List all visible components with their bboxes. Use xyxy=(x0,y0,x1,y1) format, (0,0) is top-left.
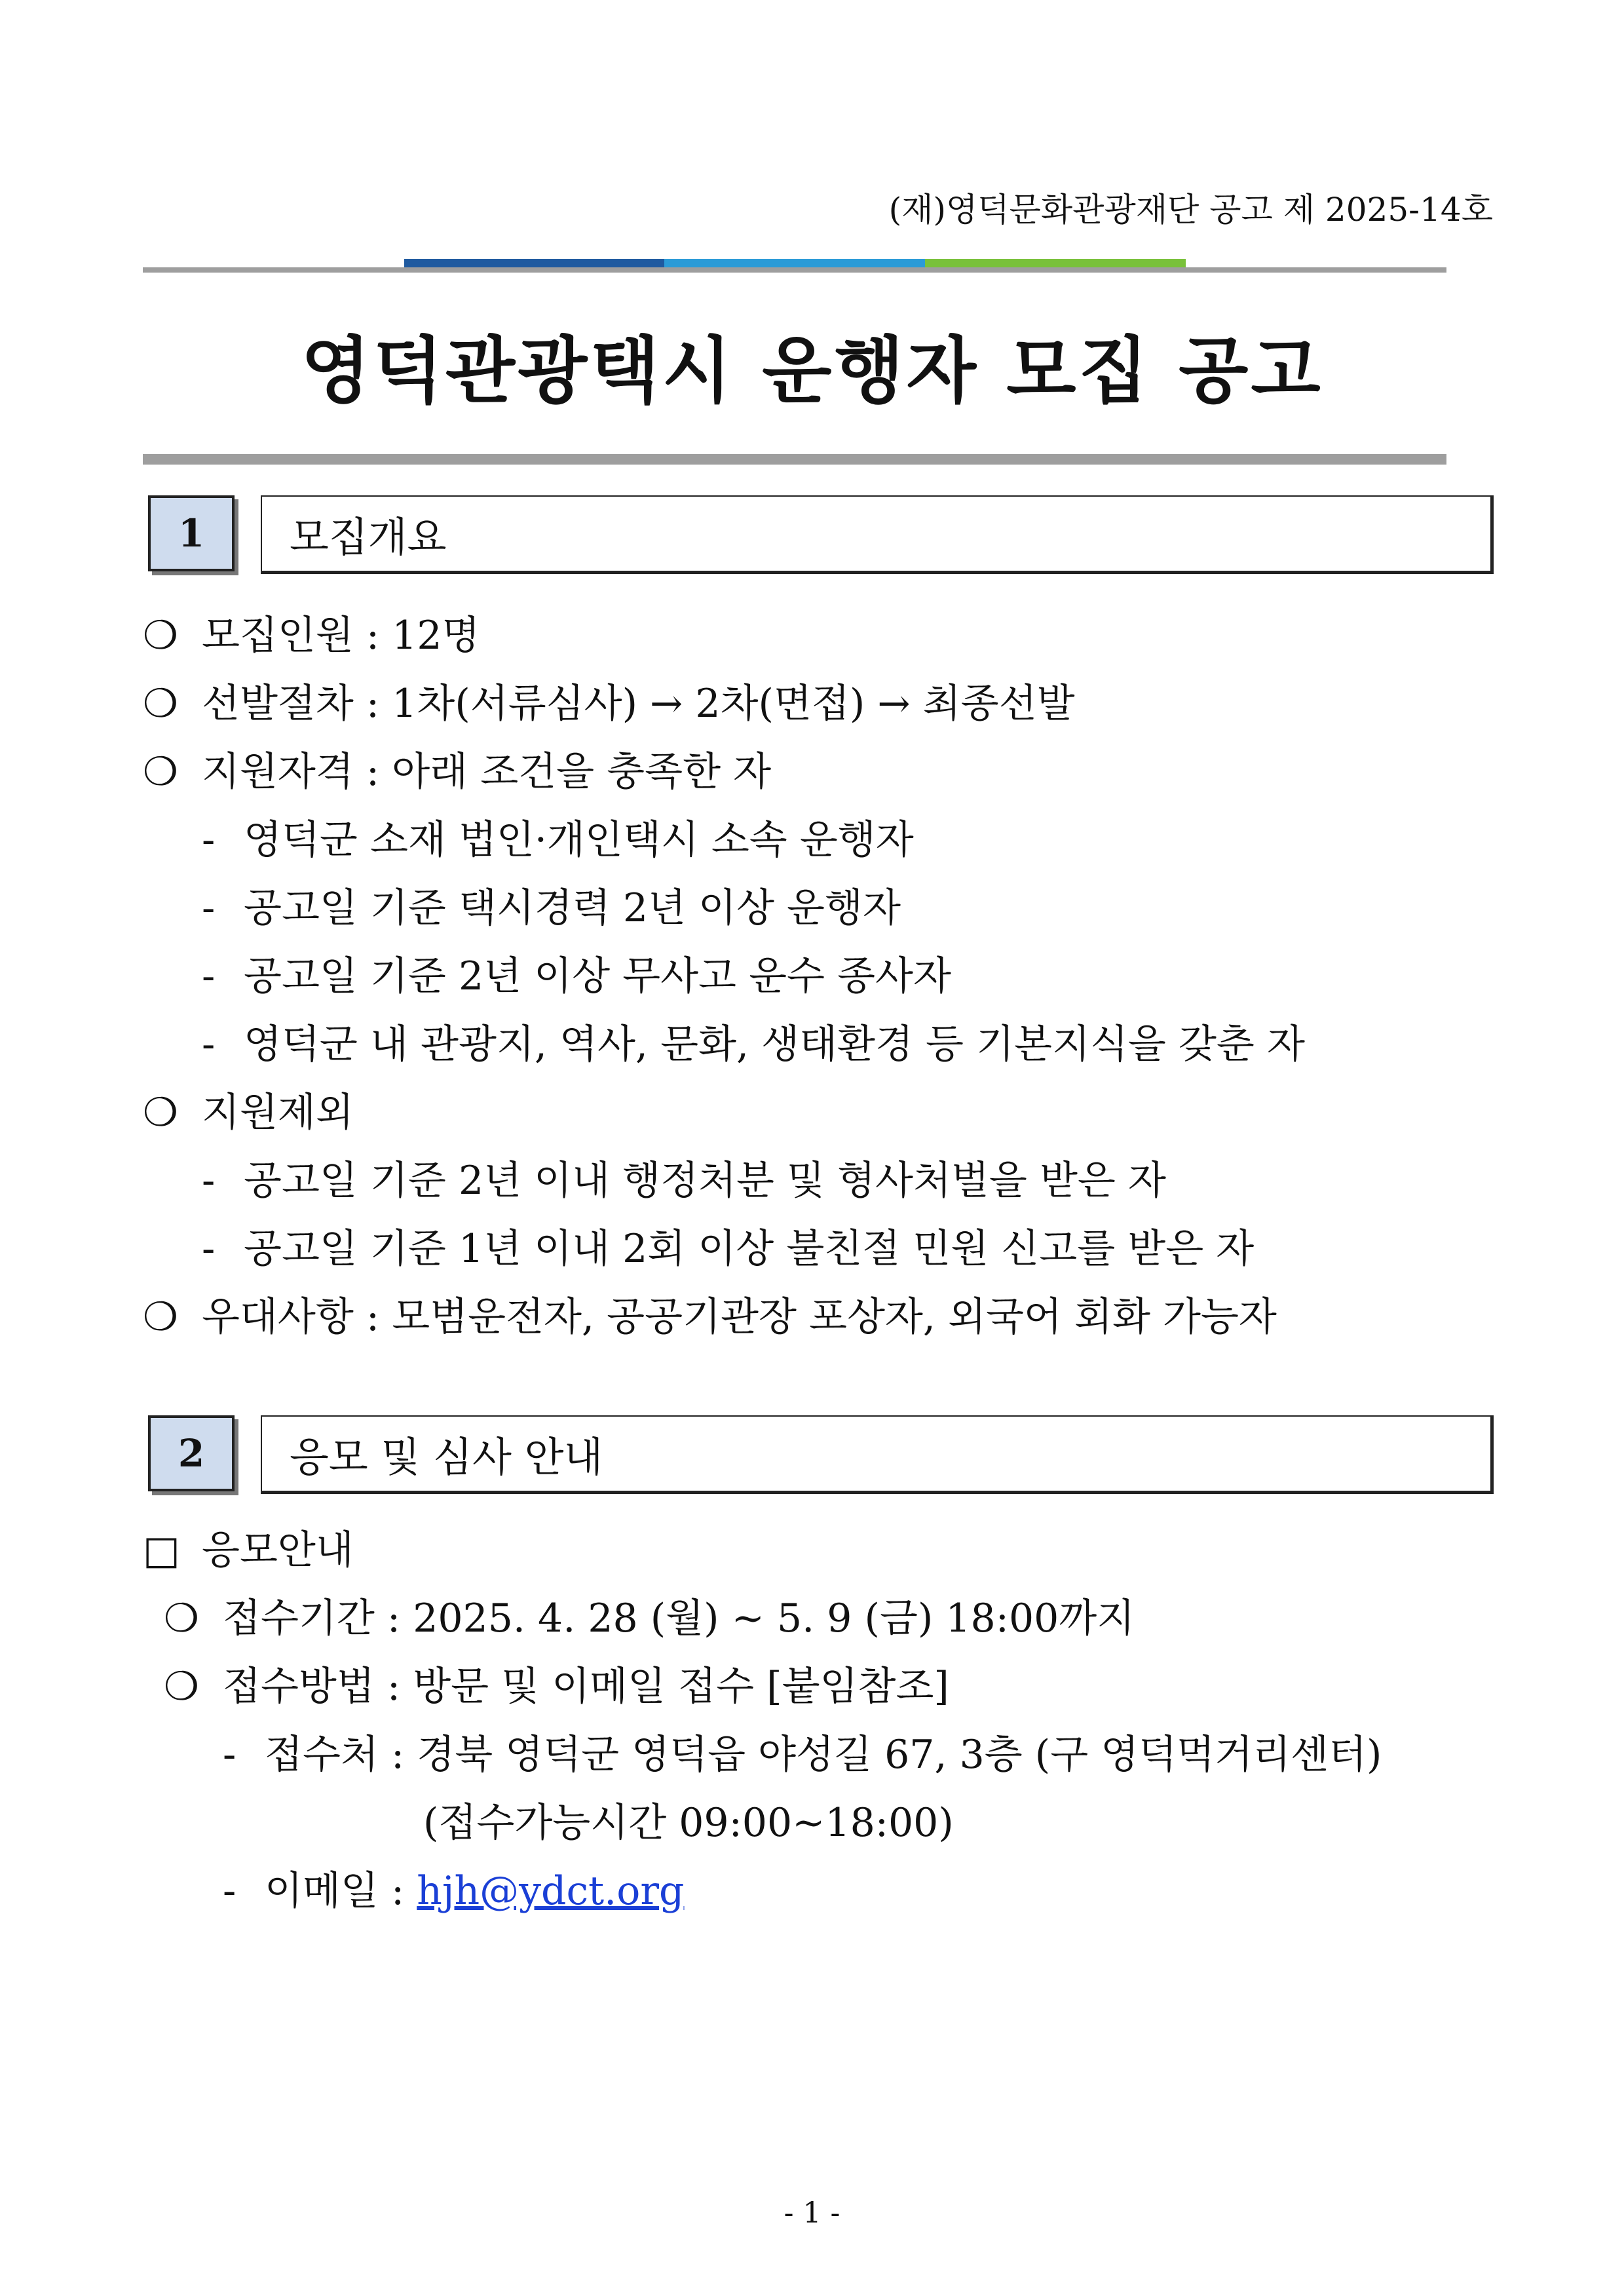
dash-bullet: - xyxy=(202,1022,216,1067)
accent-bar-light-blue xyxy=(664,259,925,267)
title-rule xyxy=(143,454,1446,465)
section-heading-1: 모집개요 xyxy=(261,495,1494,574)
dash-bullet: - xyxy=(223,1868,236,1914)
list-item xyxy=(143,1090,354,1140)
section-heading-2: 응모 및 심사 안내 xyxy=(261,1415,1494,1494)
circle-bullet-icon: ❍ xyxy=(143,1090,178,1136)
list-item xyxy=(143,1294,1277,1345)
item-text: 접수방법 : 방문 및 이메일 접수 [붙임참조] xyxy=(223,1664,949,1710)
list-subitem xyxy=(202,1022,1305,1072)
item-text: 공고일 기준 2년 이내 행정처분 및 형사처벌을 받은 자 xyxy=(244,1158,1166,1204)
item-text: 접수기간 : 2025. 4. 28 (월) ~ 5. 9 (금) 18:00까지 xyxy=(223,1596,1135,1641)
circle-bullet-icon: ❍ xyxy=(164,1596,199,1641)
list-subitem xyxy=(202,1158,1166,1208)
section-number-1: 1 xyxy=(148,495,235,571)
dash-bullet: - xyxy=(223,1732,236,1778)
accent-bar-green xyxy=(925,259,1186,267)
list-continuation xyxy=(423,1800,954,1850)
list-subitem xyxy=(223,1868,685,1919)
header-rule xyxy=(143,267,1446,273)
item-text: 이메일 : xyxy=(265,1868,417,1914)
circle-bullet-icon: ❍ xyxy=(143,1294,178,1340)
dash-bullet: - xyxy=(202,817,216,863)
square-bullet-icon: □ xyxy=(143,1527,180,1573)
list-item xyxy=(143,681,1075,731)
list-item xyxy=(164,1664,949,1714)
dash-bullet: - xyxy=(202,1158,216,1204)
list-subitem xyxy=(202,1226,1255,1276)
section-number-2: 2 xyxy=(148,1415,235,1491)
item-text: 모집인원 : 12명 xyxy=(202,613,480,659)
page-number: - 1 - xyxy=(784,2196,840,2230)
list-heading xyxy=(143,1527,354,1578)
item-text: 지원제외 xyxy=(202,1090,354,1136)
list-subitem xyxy=(202,953,951,1004)
circle-bullet-icon: ❍ xyxy=(143,613,178,659)
email-link[interactable]: hjh@ydct.org xyxy=(417,1868,685,1914)
list-subitem xyxy=(223,1732,1382,1782)
item-text: 공고일 기준 2년 이상 무사고 운수 종사자 xyxy=(244,953,951,999)
list-item xyxy=(143,749,772,799)
item-text: 우대사항 : 모범운전자, 공공기관장 포상자, 외국어 회화 가능자 xyxy=(202,1294,1277,1340)
list-item xyxy=(143,613,480,663)
dash-bullet: - xyxy=(202,1226,216,1272)
circle-bullet-icon: ❍ xyxy=(143,749,178,795)
item-text: 공고일 기준 택시경력 2년 이상 운행자 xyxy=(244,885,901,931)
item-text: 선발절차 : 1차(서류심사) → 2차(면접) → 최종선발 xyxy=(202,681,1075,727)
document-title: 영덕관광택시 운행자 모집 공고 xyxy=(301,329,1323,413)
list-subitem xyxy=(202,885,901,936)
list-item xyxy=(164,1596,1135,1646)
item-text: 지원자격 : 아래 조건을 충족한 자 xyxy=(202,749,772,795)
circle-bullet-icon: ❍ xyxy=(143,681,178,727)
accent-bar-dark-blue xyxy=(404,259,664,267)
item-text: 접수처 : 경북 영덕군 영덕읍 야성길 67, 3층 (구 영덕먹거리센터) xyxy=(265,1732,1382,1778)
item-text: 공고일 기준 1년 이내 2회 이상 불친절 민원 신고를 받은 자 xyxy=(244,1226,1255,1272)
list-subitem xyxy=(202,817,914,868)
item-text: (접수가능시간 09:00~18:00) xyxy=(423,1800,954,1846)
item-text: 영덕군 내 관광지, 역사, 문화, 생태환경 등 기본지식을 갖춘 자 xyxy=(244,1022,1305,1067)
item-text: 영덕군 소재 법인·개인택시 소속 운행자 xyxy=(244,817,914,863)
circle-bullet-icon: ❍ xyxy=(164,1664,199,1710)
notice-number: (재)영덕문화관광재단 공고 제 2025-14호 xyxy=(888,191,1493,229)
dash-bullet: - xyxy=(202,953,216,999)
dash-bullet: - xyxy=(202,885,216,931)
item-text: 응모안내 xyxy=(202,1527,354,1573)
